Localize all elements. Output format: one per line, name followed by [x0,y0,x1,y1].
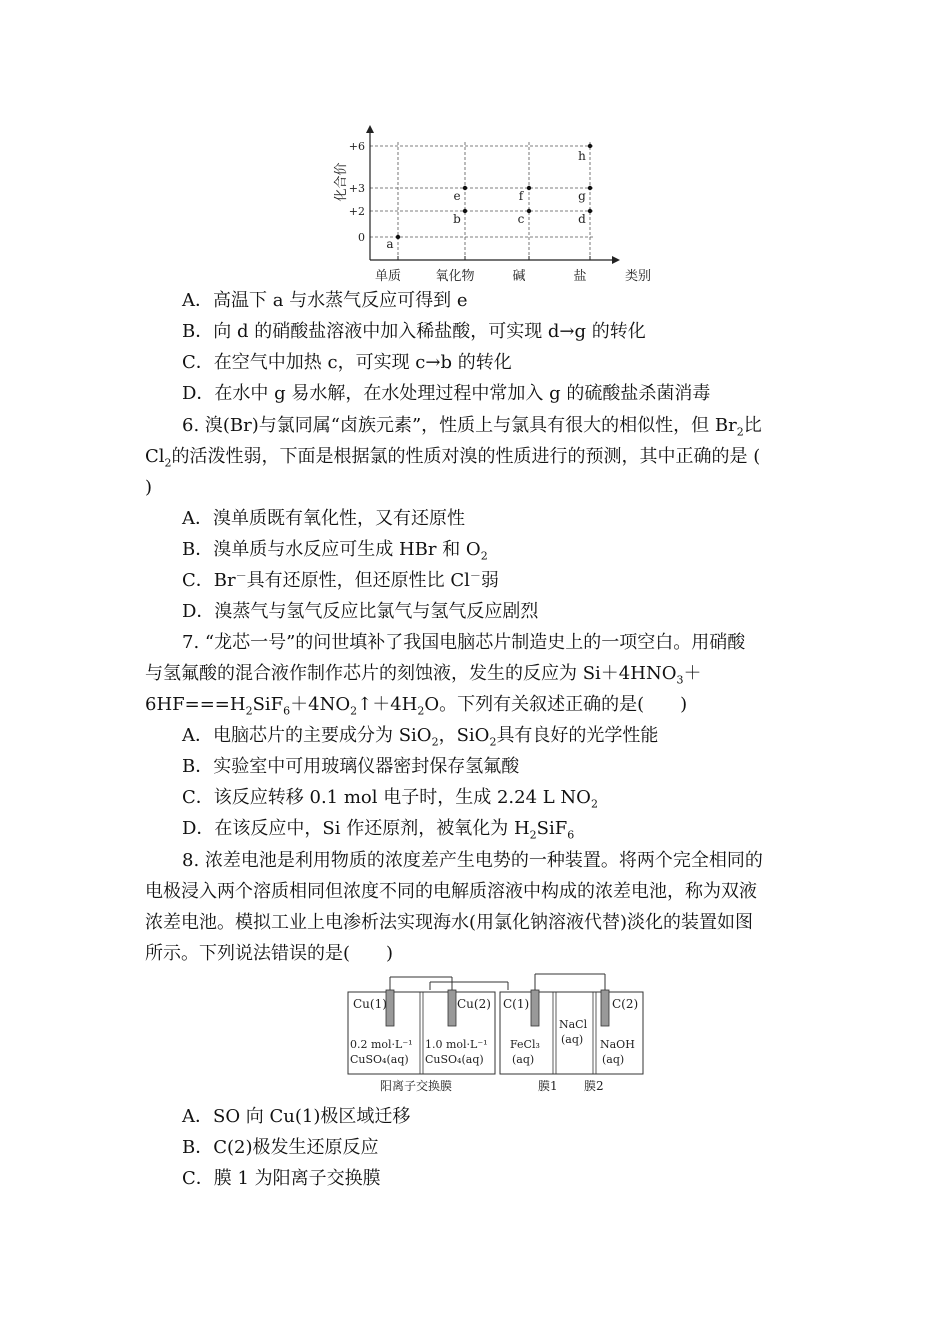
point-h [588,144,592,148]
y-tick-label: +6 [348,140,365,153]
point-label-d: d [578,212,586,226]
label-cu2: Cu(2) [457,997,491,1011]
point-label-a: a [386,237,394,251]
point-label-e: e [453,189,461,203]
cation-exchange-membrane [420,992,423,1074]
electrode-cu1 [386,990,394,1026]
q7-option-d: D．在该反应中，Si 作还原剂，被氧化为 $H_2SiF_6$ [182,818,575,842]
label-sol1-conc: 0.2 mol·L⁻¹ [350,1038,413,1051]
q5-option-c: C．在空气中加热 c，可实现 c→b 的转化 [182,352,512,373]
point-label-h: h [578,149,586,163]
q7-stem-line-1: 7. “龙芯一号”的问世填补了我国电脑芯片制造史上的一项空白。用硝酸 [182,632,746,653]
q8-stem-line-3: 浓差电池。模拟工业上电渗析法实现海水(用氯化钠溶液代替)淡化的装置如图 [145,912,754,933]
point-d [588,209,592,213]
q6-stem-line-2: $Cl_2$的活泼性弱，下面是根据氯的性质对溴的性质进行的预测，其中正确的是 ( [145,446,761,470]
q7-stem-line-3: $6HF===H_2SiF_6+4NO_2↑+4H_2O$。下列有关叙述正确的是( ) [145,694,688,718]
point-a [396,235,400,239]
point-c [527,209,531,213]
point-e [463,186,467,190]
y-tick-label: 0 [358,231,365,244]
point-label-g: g [578,189,586,203]
x-axis-category-labels [375,268,587,284]
label-membrane-1: 膜1 [538,1079,558,1093]
label-fecl3: FeCl₃ [510,1038,540,1051]
y-axis-title: 化合价 [334,162,349,202]
point-g [588,186,592,190]
electrode-c1 [531,990,539,1026]
q8-stem-line-1: 8. 浓差电池是利用物质的浓度差产生电势的一种装置。将两个完全相同的 [182,850,763,871]
point-label-f: f [518,189,524,203]
label-cu1: Cu(1) [353,997,387,1011]
x-category-label: 盐 [573,269,587,284]
q8-stem-line-4: 所示。下列说法错误的是( ) [145,943,394,964]
x-category-label: 单质 [374,269,402,284]
q8-stem-line-2: 电极浸入两个溶质相同但浓度不同的电解质溶液中构成的浓差电池，称为双液 [145,881,757,902]
x-category-label: 氧化物 [435,269,475,284]
q8-option-c: C．膜 1 为阳离子交换膜 [182,1168,381,1189]
label-sol1-name: CuSO₄(aq) [350,1053,409,1066]
point-label-b: b [453,212,461,226]
label-fecl3-aq: (aq) [512,1053,535,1066]
label-naoh-aq: (aq) [602,1053,625,1066]
q5-option-a: A．高温下 a 与水蒸气反应可得到 e [182,290,468,311]
y-axis-tick-labels [349,140,365,244]
x-category-label: 碱 [512,269,526,284]
x-axis-arrow [612,256,620,264]
label-nacl: NaCl [559,1018,588,1031]
q5-option-b: B．向 d 的硝酸盐溶液中加入稀盐酸，可实现 d→g 的转化 [182,321,646,342]
q5-option-d: D．在水中 g 易水解，在水处理过程中常加入 g 的硫酸盐杀菌消毒 [182,383,711,404]
label-c2: C(2) [612,997,639,1011]
x-axis-title: 类别 [625,269,652,284]
q8-option-a: A．SO 向 Cu(1)极区域迁移 [182,1106,411,1127]
y-axis-arrow [366,125,374,133]
q7-option-c: C．该反应转移 0.1 mol 电子时，生成 2.24 L $NO_2$ [182,787,598,811]
electrode-c2 [601,990,609,1026]
y-tick-label: +2 [348,205,365,218]
q7-stem-line-2: 与氢氟酸的混合液作制作芯片的刻蚀液，发生的反应为 $Si+4HNO_3+$ [145,663,702,687]
electrode-cu2 [448,990,456,1026]
concentration-cell-diagram [340,970,650,1098]
label-membrane-2: 膜2 [584,1079,604,1093]
q6-option-c: C．Br－具有还原性，但还原性比 Cl－弱 [182,569,499,591]
point-label-c: c [517,212,525,226]
q6-stem-line-1: 6. 溴(Br)与氯同属“卤族元素”，性质上与氯具有很大的相似性，但 $Br_2$比 [182,415,762,439]
q6-stem-line-3: ) [145,477,153,498]
valence-category-chart [325,122,665,284]
q6-option-b: B．溴单质与水反应可生成 HBr 和 $O_2$ [182,539,488,563]
q6-option-a: A．溴单质既有氧化性，又有还原性 [182,508,465,529]
label-sol2-conc: 1.0 mol·L⁻¹ [425,1038,488,1051]
label-cation-membrane: 阳离子交换膜 [380,1079,453,1093]
label-sol2-name: CuSO₄(aq) [425,1053,484,1066]
label-naoh: NaOH [600,1038,635,1051]
label-c1: C(1) [503,997,530,1011]
q8-option-b: B．C(2)极发生还原反应 [182,1137,379,1158]
point-b [463,209,467,213]
q6-option-d: D．溴蒸气与氢气反应比氯气与氢气反应剧烈 [182,601,539,622]
chart-points [386,144,592,251]
y-tick-label: +3 [348,182,365,195]
chart-gridlines [370,142,593,260]
q7-option-a: A．电脑芯片的主要成分为 SiO$_2$，SiO$_2$具有良好的光学性能 [182,725,659,749]
point-f [527,186,531,190]
label-nacl-aq: (aq) [561,1033,584,1046]
q7-option-b: B．实验室中可用玻璃仪器密封保存氢氟酸 [182,756,520,777]
